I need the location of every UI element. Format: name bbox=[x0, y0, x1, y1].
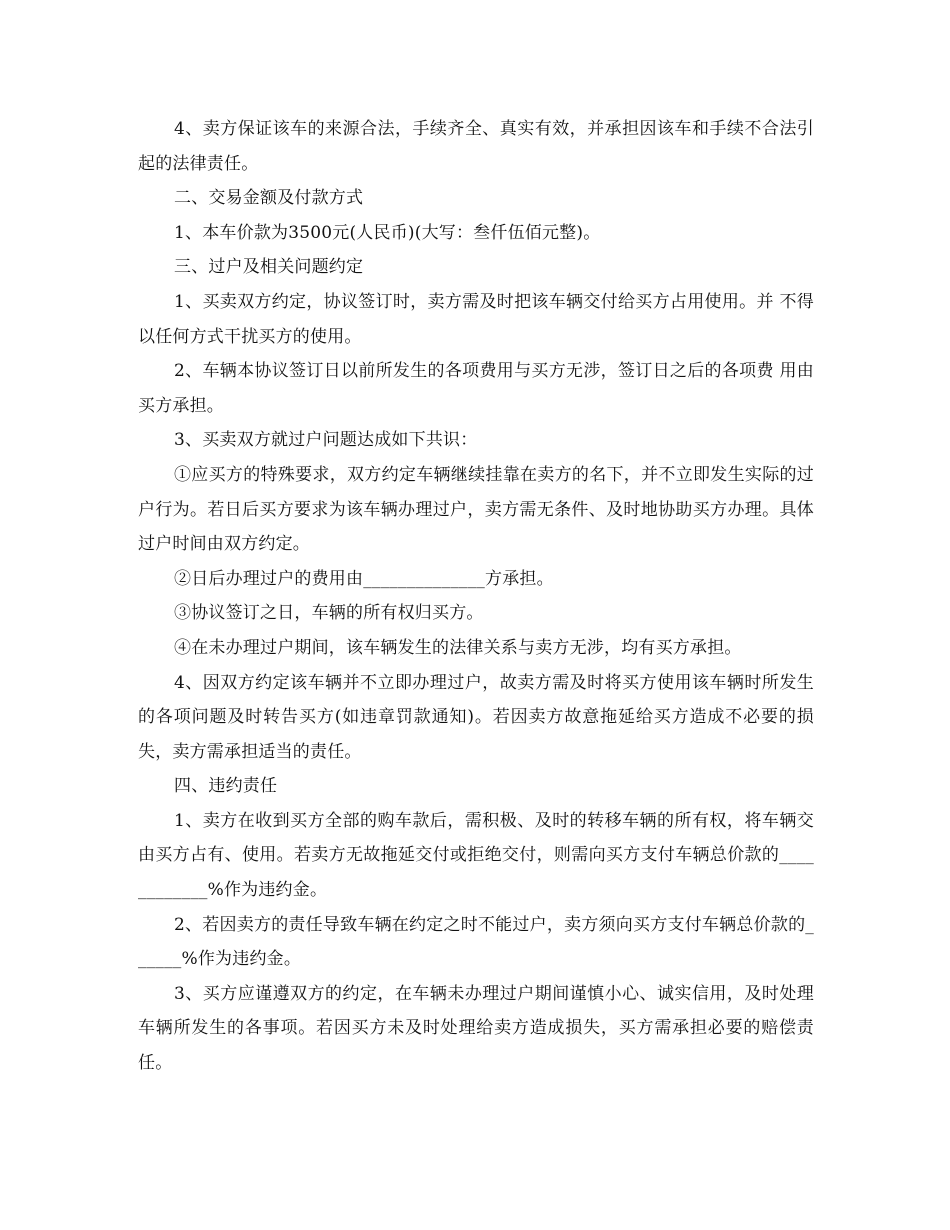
clause-3: ③协议签订之日，车辆的所有权归买方。 bbox=[174, 603, 484, 624]
document-page bbox=[138, 112, 814, 1081]
paragraph-breach-2: 2、若因卖方的责任导致车辆在约定之时不能过户，卖方须向买方支付车辆总价款的______%作为违约金。 bbox=[138, 914, 814, 970]
clause-4: ④在未办理过户期间，该车辆发生的法律关系与卖方无涉，均有买方承担。 bbox=[174, 637, 742, 658]
heading-payment: 二、交易金额及付款方式 bbox=[174, 188, 364, 209]
paragraph-transfer-2: 2、车辆本协议签订日以前所发生的各项费用与买方无涉，签订日之后的各项费 用由买方承担。 bbox=[138, 361, 814, 416]
paragraph-transfer-4: 4、因双方约定该车辆并不立即办理过户，故卖方需及时将买方使用该车辆时所发生的各项问题及时转告买方(如违章罚款通知)。若因卖方故意拖延给买方造成不必要的损失，卖方需承担适当的责任。 bbox=[138, 672, 814, 762]
clause-2: ②日后办理过户的费用由______________方承担。 bbox=[174, 568, 554, 589]
paragraph-breach-1: 1、卖方在收到买方全部的购车款后，需积极、及时的转移车辆的所有权，将车辆交由买方占有、使用。若卖方无故拖延交付或拒绝交付，则需向买方支付车辆总价款的____________%作为违约金。 bbox=[138, 810, 814, 901]
clause-1: ①应买方的特殊要求，双方约定车辆继续挂靠在卖方的名下，并不立即发生实际的过户行为。若日后买方要求为该车辆办理过户，卖方需无条件、及时地协助买方办理。具体过户时间由双方约定。 bbox=[138, 464, 814, 555]
heading-breach: 四、违约责任 bbox=[174, 776, 278, 797]
paragraph-transfer-3: 3、买卖双方就过户问题达成如下共识： bbox=[174, 430, 478, 451]
paragraph-price: 1、本车价款为3500元(人民币)(大写：叁仟伍佰元整)。 bbox=[174, 222, 601, 243]
heading-transfer: 三、过户及相关问题约定 bbox=[174, 257, 364, 278]
paragraph-transfer-1: 1、买卖双方约定，协议签订时，卖方需及时把该车辆交付给买方占用使用。并 不得以任何方式干扰买方的使用。 bbox=[138, 291, 814, 347]
paragraph-seller-guarantee: 4、卖方保证该车的来源合法，手续齐全、真实有效，并承担因该车和手续不合法引起的法律责任。 bbox=[138, 119, 814, 174]
paragraph-breach-3: 3、买方应谨遵双方的约定，在车辆未办理过户期间谨慎小心、诚实信用，及时处理车辆所发生的各事项。若因买方未及时处理给卖方造成损失，买方需承担必要的赔偿责任。 bbox=[138, 983, 814, 1074]
